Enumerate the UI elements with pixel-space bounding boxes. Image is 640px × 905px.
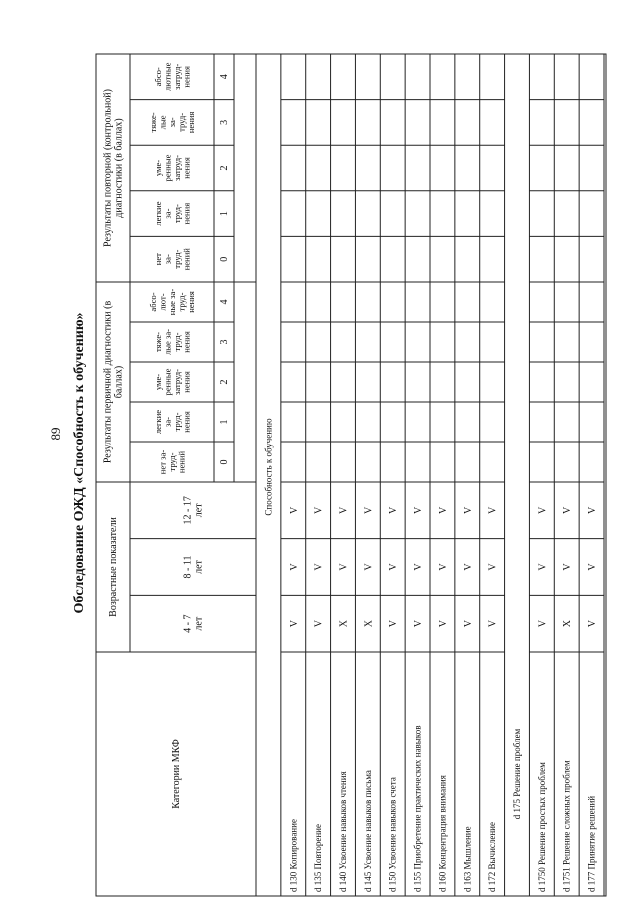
age-group-header-line: Возрастные показатели: [108, 517, 119, 617]
primary-diagnostics-header-line: Результаты первичной диагностики (в: [102, 300, 114, 464]
repeat-degree-label-3-line: лые: [157, 115, 168, 130]
repeat-degree-label-1: [153, 201, 192, 225]
primary-score-3: 3: [219, 339, 230, 345]
repeat-degree-label-4-line: нения: [181, 66, 192, 88]
primary-degree-label-4-line: абсо-: [148, 292, 158, 312]
primary-degree-label-3: [153, 329, 192, 355]
repeat-degree-label-3-line: тяже-: [148, 112, 158, 133]
age-col-0: [183, 614, 205, 632]
row-label: d 155 Приобретение практических навыков: [412, 725, 423, 892]
primary-degree-label-2-line: уме-: [152, 373, 163, 391]
repeat-diagnostics-header-line: Результаты повторной (контрольной): [102, 89, 114, 247]
repeat-degree-label-0-line: за-: [162, 254, 173, 265]
age-mark: X: [363, 620, 375, 628]
age-mark: V: [413, 506, 425, 514]
repeat-degree-label-1-line: легкие: [152, 201, 163, 226]
primary-degree-label-1-line: за-: [162, 416, 173, 428]
table-grid: [94, 52, 608, 898]
repeat-degree-label-0-line: нет: [152, 253, 163, 266]
age-mark: V: [562, 563, 574, 571]
age-mark: V: [462, 506, 474, 514]
repeat-degree-label-3: [148, 112, 196, 134]
age-mark: V: [587, 506, 599, 514]
age-mark: X: [338, 620, 350, 628]
primary-degree-label-1-line: легкие: [152, 409, 163, 435]
primary-degree-label-4: [148, 289, 196, 316]
row-label: d 1751 Решение сложных проблем: [561, 760, 572, 892]
age-mark: V: [388, 620, 400, 628]
repeat-degree-label-3-line: за-: [167, 117, 177, 128]
repeat-degree-label-0: [153, 248, 192, 271]
age-mark: V: [288, 506, 300, 514]
primary-degree-label-1-line: нения: [181, 411, 192, 433]
repeat-degree-label-2-line: ренные: [162, 154, 173, 182]
primary-degree-label-0-line: труд-: [167, 452, 177, 472]
age-col-2-line: лет: [193, 503, 205, 518]
page-number: 89: [48, 427, 63, 441]
primary-score-2: 2: [219, 379, 230, 385]
primary-degree-label-2: [153, 368, 192, 395]
repeat-degree-label-1-line: нения: [181, 202, 192, 225]
age-mark: V: [388, 563, 400, 571]
age-mark: V: [338, 506, 350, 514]
repeat-score-1: 1: [219, 211, 230, 217]
repeat-score-3: 3: [219, 119, 230, 125]
age-mark: V: [562, 506, 574, 514]
row-label: d 150 Усвоение навыков счета: [387, 777, 398, 892]
repeat-degree-label-1-line: за-: [162, 208, 173, 219]
age-mark: V: [537, 506, 549, 514]
repeat-score-0: 0: [219, 256, 230, 262]
age-mark: V: [413, 620, 425, 628]
row-label: d 130 Копирование: [288, 819, 299, 892]
age-mark: V: [313, 563, 325, 571]
row-label: d 135 Повторение: [313, 824, 324, 892]
repeat-degree-label-4: [153, 62, 192, 91]
primary-diagnostics-header-line: баллах): [113, 365, 125, 399]
repeat-degree-label-2-line: уме-: [152, 159, 163, 177]
repeat-degree-label-4-line: лютные: [162, 62, 173, 92]
primary-degree-label-3-line: нения: [181, 331, 192, 353]
primary-degree-label-2-line: затруд-: [171, 368, 182, 396]
row-label: d 160 Концентрация внимания: [437, 775, 448, 892]
age-col-2: [183, 496, 205, 524]
row-label: d 145 Усвоение навыков письма: [362, 770, 373, 892]
age-col-0-line: 4 - 7: [182, 614, 194, 633]
age-col-0-line: лет: [193, 616, 205, 631]
repeat-degree-label-0-line: труд-: [171, 249, 182, 269]
age-mark: V: [587, 563, 599, 571]
age-group-header: [108, 517, 119, 617]
section-label: Способность к обучению: [263, 418, 274, 516]
repeat-degree-label-0-line: нений: [181, 248, 192, 271]
repeat-degree-label-1-line: труд-: [171, 204, 182, 224]
icf-assessment-table: [94, 52, 608, 898]
age-col-2-line: 12 - 17: [182, 496, 194, 525]
primary-score-0: 0: [219, 459, 230, 465]
age-mark: V: [388, 506, 400, 514]
repeat-degree-label-2-line: нения: [181, 157, 192, 179]
repeat-degree-label-4-line: затруд-: [171, 63, 182, 90]
primary-score-4: 4: [219, 299, 230, 305]
age-mark: V: [537, 620, 549, 628]
age-mark: V: [462, 563, 474, 571]
row-label: d 163 Мышление: [462, 826, 473, 892]
age-mark: V: [363, 506, 375, 514]
age-mark: V: [413, 563, 425, 571]
age-mark: V: [587, 620, 599, 628]
row-label: d 172 Вычисление: [487, 821, 498, 892]
primary-degree-label-1: [153, 410, 192, 434]
category-header: [171, 739, 182, 809]
age-col-1: [183, 556, 205, 579]
primary-degree-label-4-line: нения: [186, 291, 196, 313]
row-label: d 140 Усвоение навыков чтения: [338, 771, 348, 892]
age-mark: V: [487, 563, 499, 571]
repeat-degree-label-3-line: нения: [186, 111, 196, 134]
row-label: d 177 Принятие решений: [586, 795, 597, 892]
age-mark: V: [437, 563, 449, 571]
repeat-degree-label-2: [153, 154, 192, 181]
primary-score-1: 1: [219, 419, 230, 425]
repeat-diagnostics-header-line: диагностики (в баллах): [113, 118, 125, 218]
repeat-degree-label-2-line: затруд-: [171, 154, 182, 182]
age-col-1-line: лет: [193, 560, 205, 574]
primary-degree-label-3-line: труд-: [171, 332, 182, 352]
primary-degree-label-3-line: лые за-: [162, 328, 173, 356]
page-title: Обследование ОЖД «Способность к обучению»: [72, 312, 87, 614]
primary-degree-label-4-line: ные за-: [167, 288, 177, 316]
age-mark: X: [562, 620, 574, 628]
age-mark: V: [363, 563, 375, 571]
repeat-diagnostics-header: [103, 89, 125, 247]
repeat-score-2: 2: [219, 165, 230, 171]
age-mark: V: [537, 563, 549, 571]
primary-degree-label-1-line: труд-: [171, 412, 182, 432]
primary-degree-label-2-line: нения: [181, 371, 192, 393]
subsection-label: d 175 Решение проблем: [512, 728, 522, 820]
age-mark: V: [288, 563, 300, 571]
primary-degree-label-4-line: лют-: [157, 293, 168, 311]
age-mark: V: [437, 620, 449, 628]
age-mark: V: [487, 620, 499, 628]
age-mark: V: [462, 620, 474, 628]
category-header-line: Категории МКФ: [171, 739, 182, 809]
row-label: d 1750 Решение простых проблем: [536, 762, 547, 892]
repeat-degree-label-4-line: абсо-: [152, 67, 163, 87]
primary-degree-label-3-line: тяже-: [152, 331, 163, 353]
primary-degree-label-0-line: нений: [176, 450, 187, 474]
repeat-degree-label-3-line: труд-: [176, 112, 187, 132]
repeat-score-4: 4: [219, 74, 230, 80]
primary-diagnostics-header: [103, 301, 125, 464]
age-mark: V: [313, 506, 325, 514]
age-mark: V: [288, 620, 300, 628]
age-mark: V: [487, 506, 499, 514]
age-col-1-line: 8 - 11: [182, 555, 194, 579]
primary-degree-label-0: [158, 450, 187, 475]
age-mark: V: [437, 506, 449, 514]
primary-degree-label-2-line: ренные: [162, 368, 173, 396]
primary-degree-label-4-line: труд-: [176, 292, 187, 312]
primary-degree-label-0-line: нет за-: [157, 449, 168, 475]
age-mark: V: [313, 620, 325, 628]
age-mark: V: [338, 563, 350, 571]
